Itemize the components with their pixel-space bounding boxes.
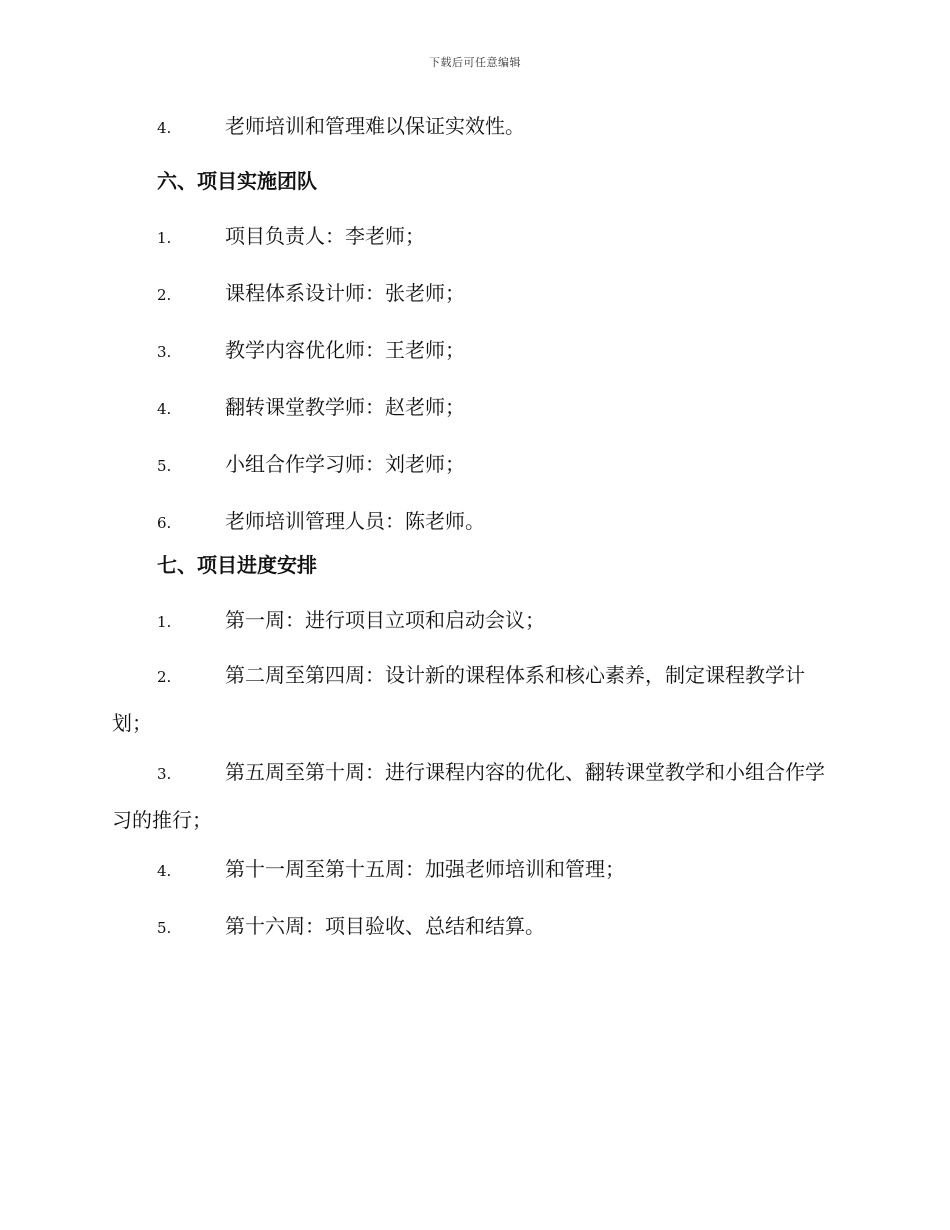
- section-seven-list: [112, 597, 834, 654]
- list-item: [112, 270, 834, 318]
- list-item-text: 第二周至第四周：设计新的课程体系和核心素养，制定课程教学计划；: [112, 663, 805, 735]
- list-item: [112, 213, 834, 261]
- list-item-number: 2.: [157, 668, 172, 686]
- section-six-list: [112, 213, 834, 546]
- list-item-text: 翻转课堂教学师：赵老师；: [225, 395, 465, 419]
- page-header: 下载后可任意编辑: [429, 56, 521, 69]
- list-item-number: 4.: [157, 862, 172, 880]
- section-six: [112, 158, 834, 204]
- section-seven: [112, 542, 834, 588]
- list-item-text: 教学内容优化师：王老师；: [225, 338, 465, 362]
- list-item-text: 项目负责人：李老师；: [225, 224, 425, 248]
- section-seven-list-cont: [112, 749, 834, 843]
- list-item-text: 课程体系设计师：张老师；: [225, 281, 465, 305]
- section-seven-list-cont: [112, 846, 834, 951]
- list-item-number: 4.: [157, 119, 172, 137]
- list-item-number: 6.: [157, 514, 172, 532]
- list-item-number: 1.: [157, 613, 172, 631]
- list-item-number: 5.: [157, 919, 172, 937]
- list-item-text: 第一周：进行项目立项和启动会议；: [225, 608, 545, 632]
- list-item: [112, 652, 834, 746]
- section-heading: 六、项目实施团队: [157, 169, 317, 193]
- list-item-number: 5.: [157, 457, 172, 475]
- list-item-number: 2.: [157, 286, 172, 304]
- list-item: [112, 441, 834, 489]
- list-item-number: 3.: [157, 765, 172, 783]
- section-heading: 七、项目进度安排: [157, 553, 317, 577]
- list-item-text: 老师培训管理人员：陈老师。: [225, 509, 485, 533]
- list-item-number: 3.: [157, 343, 172, 361]
- list-item: [112, 749, 834, 843]
- list-item-number: 1.: [157, 229, 172, 247]
- list-item: [112, 327, 834, 375]
- list-item: [112, 384, 834, 432]
- list-item-text: 第十六周：项目验收、总结和结算。: [225, 914, 545, 938]
- list-item: [112, 846, 834, 894]
- list-item-number: 4.: [157, 400, 172, 418]
- list-item-text: 小组合作学习师：刘老师；: [225, 452, 465, 476]
- list-item: [112, 597, 834, 645]
- list-item: [112, 498, 834, 546]
- list-item: [112, 103, 834, 151]
- list-item-text: 第五周至第十周：进行课程内容的优化、翻转课堂教学和小组合作学习的推行；: [112, 760, 825, 832]
- list-item-text: 第十一周至第十五周：加强老师培训和管理；: [225, 857, 625, 881]
- section-seven-list-cont: [112, 652, 834, 746]
- list-item: [112, 903, 834, 951]
- lead-item-block: [112, 103, 834, 151]
- list-item-text: 老师培训和管理难以保证实效性。: [225, 114, 525, 138]
